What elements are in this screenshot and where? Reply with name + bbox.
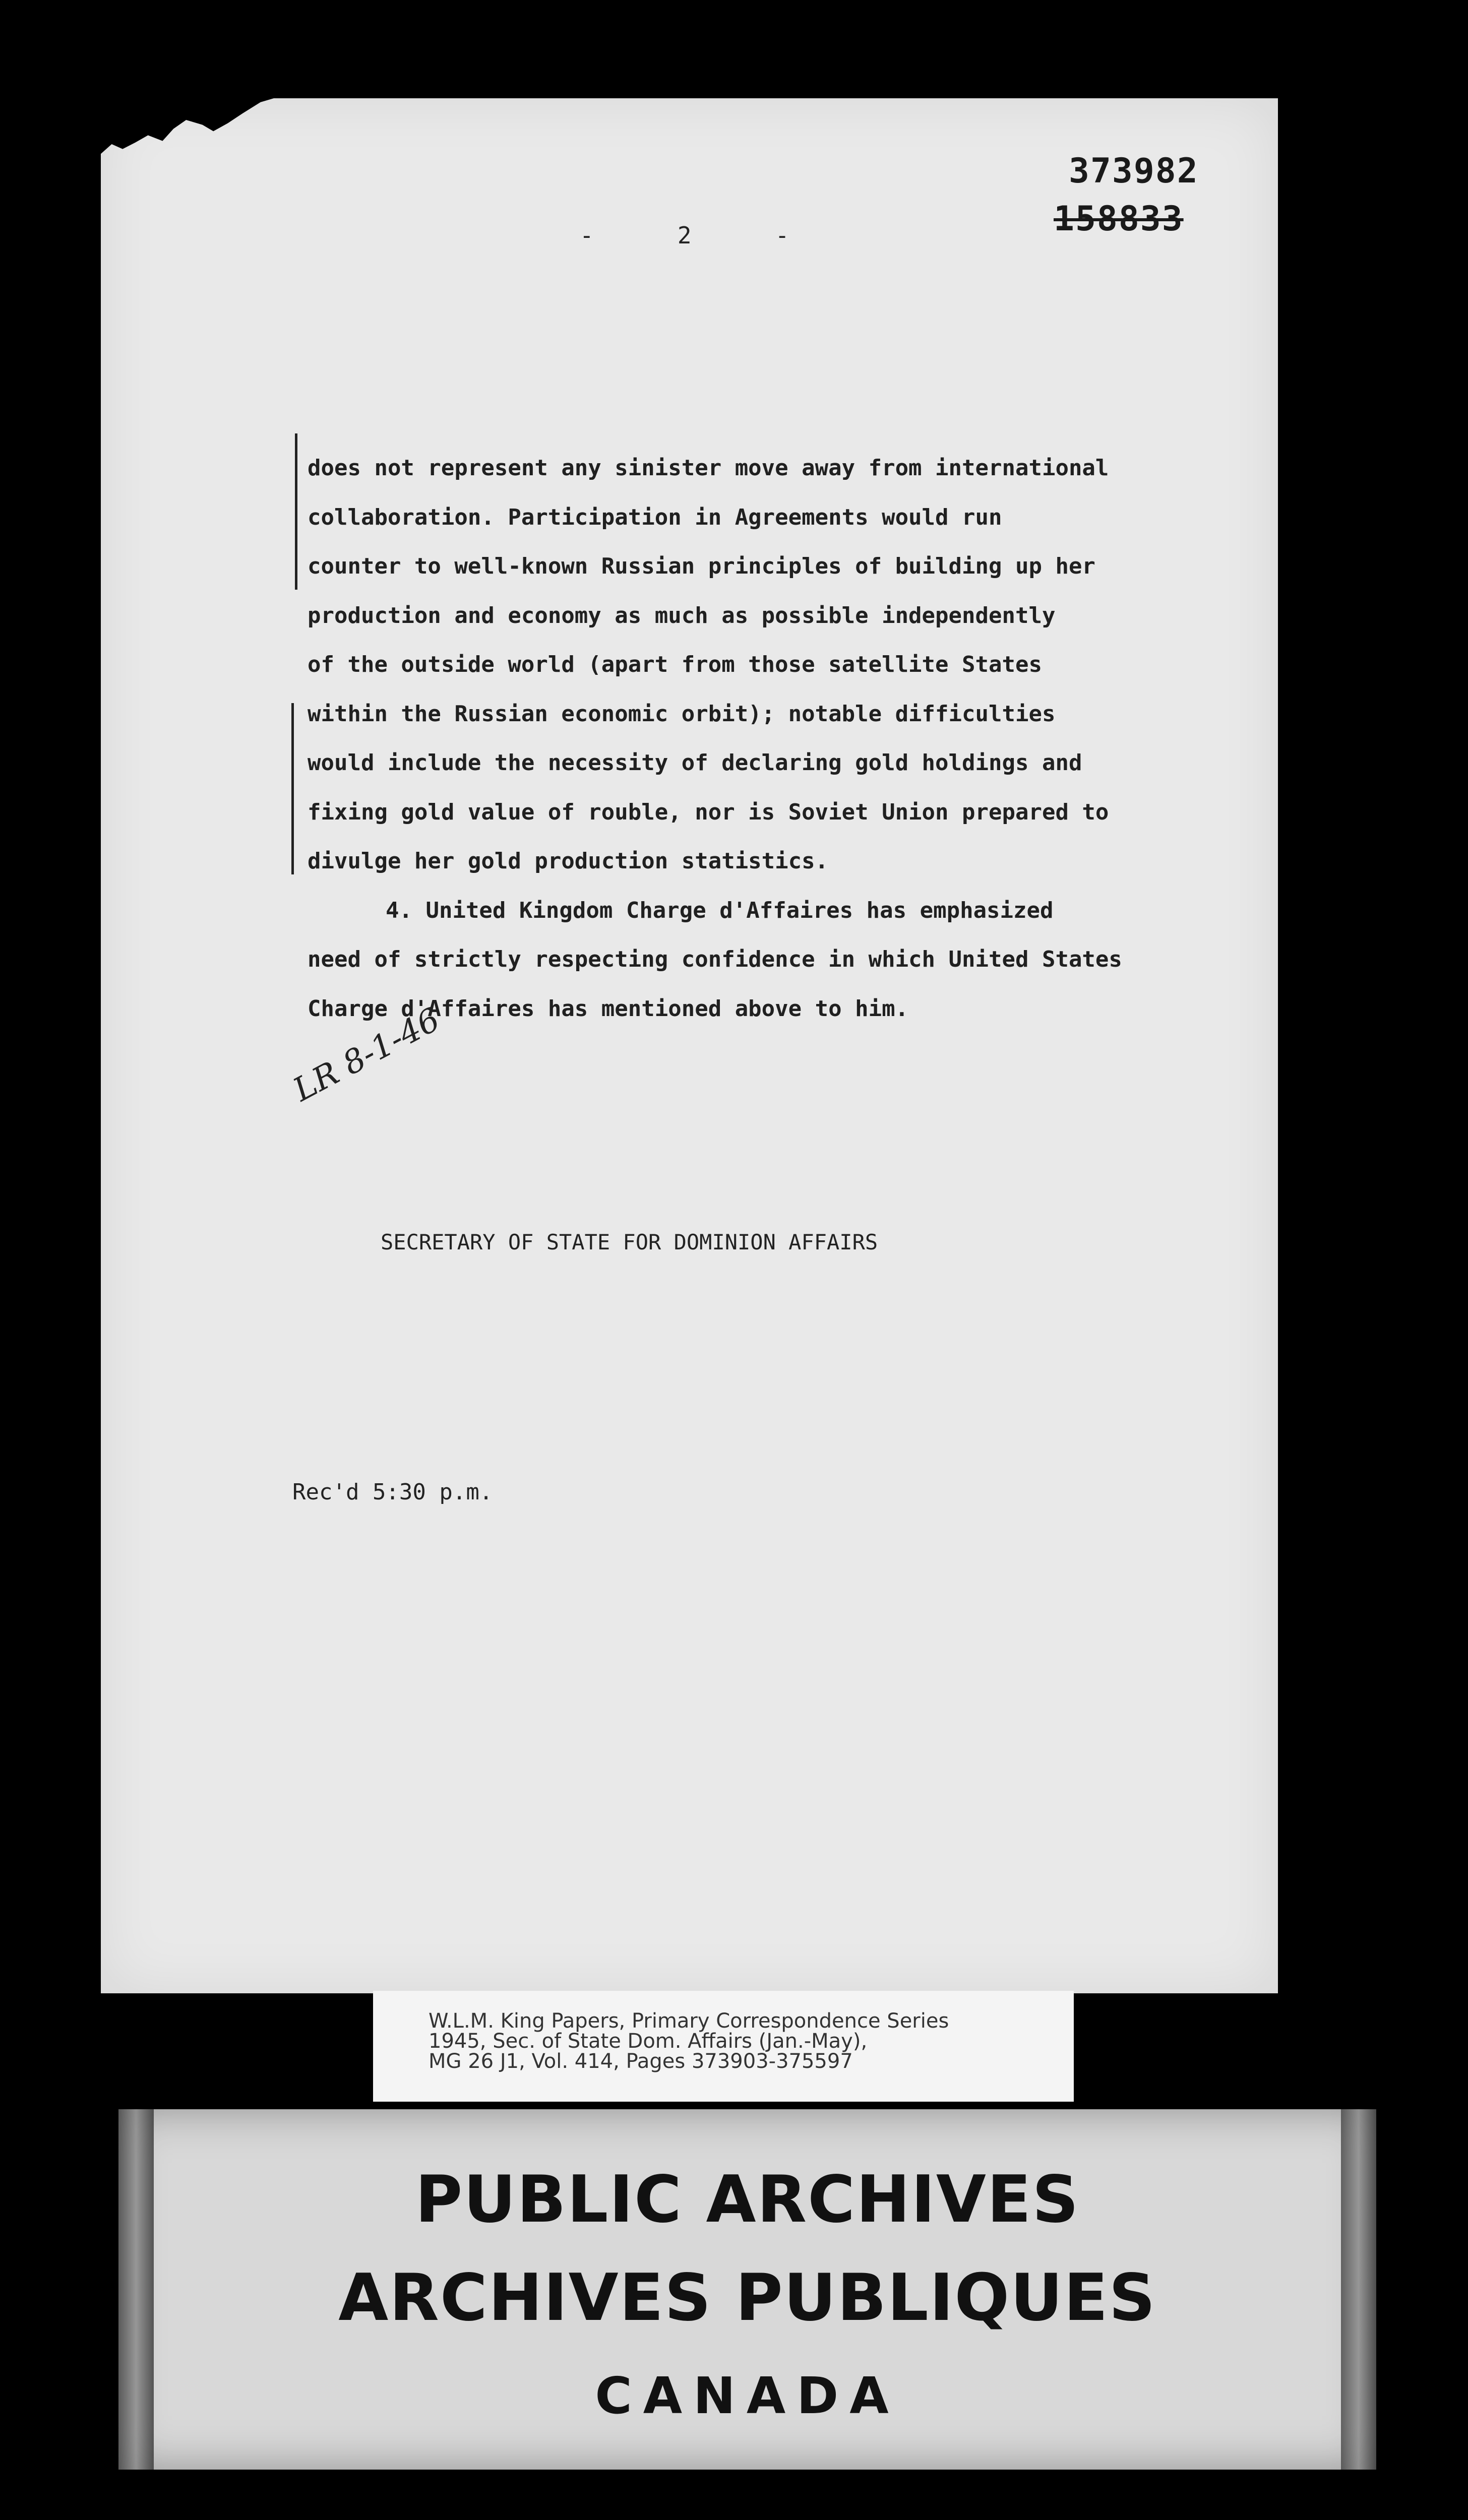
- body-line: production and economy as much as possible independently: [308, 602, 1056, 628]
- body-line: divulge her gold production statistics.: [308, 848, 829, 874]
- archive-number: 373982: [1069, 151, 1199, 191]
- body-line: counter to well-known Russian principles of building up her: [308, 553, 1095, 579]
- archives-banner: [118, 2109, 1376, 2470]
- body-line: within the Russian economic orbit); notable difficulties: [308, 701, 1056, 727]
- citation-line: MG 26 J1, Vol. 414, Pages 373903-375597: [429, 2050, 853, 2073]
- body-line: does not represent any sinister move away from international: [308, 455, 1109, 481]
- body-line: would include the necessity of declaring gold holdings and: [308, 750, 1082, 776]
- citation-label: [373, 1991, 1074, 2102]
- citation-line: 1945, Sec. of State Dom. Affairs (Jan.-May),: [429, 2030, 868, 2053]
- document-page: [101, 98, 1278, 1993]
- received-time: Rec'd 5:30 p.m.: [292, 1479, 493, 1505]
- banner-line-english: PUBLIC ARCHIVES: [415, 2162, 1080, 2237]
- body-line: Charge d'Affaires has mentioned above to him.: [308, 995, 909, 1022]
- body-line: of the outside world (apart from those satellite States: [308, 652, 1042, 677]
- citation-line: W.L.M. King Papers, Primary Correspondence Series: [429, 2009, 949, 2033]
- body-line: collaboration. Participation in Agreements would run: [308, 504, 1002, 530]
- body-line: 4. United Kingdom Charge d'Affaires has emphasized: [386, 897, 1054, 923]
- handwritten-initials: LR 8-1-46: [287, 1001, 446, 1109]
- margin-mark-top: [295, 433, 297, 590]
- body-line: fixing gold value of rouble, nor is Soviet Union prepared to: [308, 799, 1109, 825]
- body-line: need of strictly respecting confidence in which United States: [308, 947, 1122, 972]
- page-number: - 2 -: [580, 222, 789, 249]
- margin-mark-bottom: [291, 703, 294, 874]
- letter-body: [308, 444, 1215, 1033]
- banner-line-french: ARCHIVES PUBLIQUES: [338, 2260, 1156, 2336]
- banner-line-country: CANADA: [595, 2366, 900, 2425]
- signature-line: SECRETARY OF STATE FOR DOMINION AFFAIRS: [381, 1230, 878, 1254]
- struck-number: 158833: [1054, 199, 1184, 239]
